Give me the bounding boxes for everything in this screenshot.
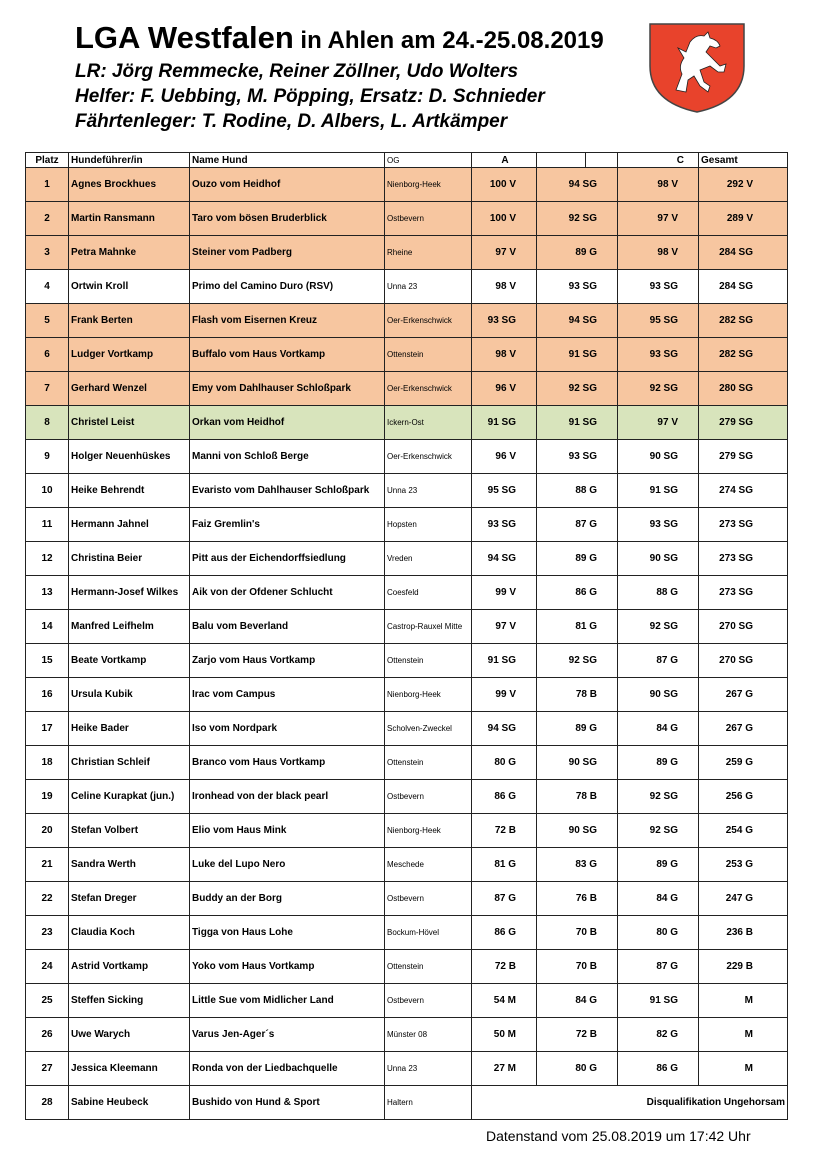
table-row	[26, 950, 788, 984]
cell-dog: Primo del Camino Duro (RSV)	[190, 270, 385, 304]
cell-og: Hopsten	[385, 508, 472, 542]
cell-total: 253 G	[699, 848, 788, 882]
cell-score-c: 93 SG	[618, 508, 699, 542]
cell-total: 273 SG	[699, 576, 788, 610]
cell-score-b: 92 SG	[537, 644, 618, 678]
cell-og: Scholven-Zweckel	[385, 712, 472, 746]
cell-score-c: 98 V	[618, 168, 699, 202]
cell-score-b: 88 G	[537, 474, 618, 508]
cell-score-c: 90 SG	[618, 678, 699, 712]
header-b	[537, 153, 586, 168]
cell-platz: 15	[26, 644, 69, 678]
cell-score-b: 92 SG	[537, 372, 618, 406]
cell-dog: Ronda von der Liedbachquelle	[190, 1052, 385, 1086]
cell-score-b: 89 G	[537, 542, 618, 576]
cell-platz: 19	[26, 780, 69, 814]
table-header-row	[26, 153, 788, 168]
cell-score-b: 91 SG	[537, 406, 618, 440]
cell-og: Oer-Erkenschwick	[385, 304, 472, 338]
cell-score-b: 91 SG	[537, 338, 618, 372]
cell-og: Ottenstein	[385, 746, 472, 780]
cell-platz: 4	[26, 270, 69, 304]
cell-og: Castrop-Rauxel Mitte	[385, 610, 472, 644]
table-row	[26, 372, 788, 406]
cell-score-a: 100 V	[472, 168, 537, 202]
cell-score-a: 86 G	[472, 780, 537, 814]
header-b-extra	[586, 153, 618, 168]
cell-platz: 21	[26, 848, 69, 882]
cell-score-b: 93 SG	[537, 440, 618, 474]
cell-score-c: 87 G	[618, 644, 699, 678]
cell-total: 236 B	[699, 916, 788, 950]
cell-score-b: 76 B	[537, 882, 618, 916]
cell-score-c: 84 G	[618, 882, 699, 916]
cell-platz: 18	[26, 746, 69, 780]
cell-platz: 2	[26, 202, 69, 236]
table-row	[26, 576, 788, 610]
cell-score-c: 91 SG	[618, 984, 699, 1018]
cell-handler: Holger Neuenhüskes	[69, 440, 190, 474]
header-a: A	[472, 153, 537, 168]
table-row	[26, 270, 788, 304]
table-row	[26, 746, 788, 780]
cell-handler: Ursula Kubik	[69, 678, 190, 712]
header-dog: Name Hund	[190, 153, 385, 168]
cell-og: Nienborg-Heek	[385, 168, 472, 202]
cell-handler: Christel Leist	[69, 406, 190, 440]
table-row	[26, 814, 788, 848]
cell-total: M	[699, 1018, 788, 1052]
cell-dog: Yoko vom Haus Vortkamp	[190, 950, 385, 984]
cell-handler: Stefan Dreger	[69, 882, 190, 916]
title-main: LGA Westfalen	[75, 20, 294, 55]
cell-total: 267 G	[699, 712, 788, 746]
cell-score-c: 92 SG	[618, 610, 699, 644]
judges-line: LR: Jörg Remmecke, Reiner Zöllner, Udo Wolters	[75, 61, 519, 82]
cell-total: 270 SG	[699, 610, 788, 644]
table-row	[26, 304, 788, 338]
cell-score-b: 89 G	[537, 712, 618, 746]
table-row	[26, 678, 788, 712]
table-row	[26, 644, 788, 678]
header-platz: Platz	[26, 153, 69, 168]
cell-handler: Stefan Volbert	[69, 814, 190, 848]
cell-score-a: 86 G	[472, 916, 537, 950]
cell-score-a: 93 SG	[472, 304, 537, 338]
cell-platz: 10	[26, 474, 69, 508]
cell-og: Münster 08	[385, 1018, 472, 1052]
cell-platz: 24	[26, 950, 69, 984]
table-row	[26, 1018, 788, 1052]
cell-handler: Steffen Sicking	[69, 984, 190, 1018]
cell-total: 279 SG	[699, 406, 788, 440]
cell-score-c: 97 V	[618, 202, 699, 236]
cell-score-b: 92 SG	[537, 202, 618, 236]
table-row	[26, 848, 788, 882]
header-handler: Hundeführer/in	[69, 153, 190, 168]
cell-handler: Frank Berten	[69, 304, 190, 338]
cell-dog: Faiz Gremlin's	[190, 508, 385, 542]
cell-platz: 27	[26, 1052, 69, 1086]
cell-score-c: 87 G	[618, 950, 699, 984]
cell-handler: Heike Bader	[69, 712, 190, 746]
cell-handler: Sandra Werth	[69, 848, 190, 882]
cell-score-b: 93 SG	[537, 270, 618, 304]
cell-og: Ostbevern	[385, 882, 472, 916]
cell-platz: 11	[26, 508, 69, 542]
cell-total: 254 G	[699, 814, 788, 848]
title-suffix: in Ahlen am 24.-25.08.2019	[293, 27, 604, 54]
cell-score-b: 81 G	[537, 610, 618, 644]
cell-score-a: 94 SG	[472, 542, 537, 576]
helpers-line: Helfer: F. Uebbing, M. Pöpping, Ersatz: D. Schnieder	[75, 86, 545, 107]
cell-dog: Evaristo vom Dahlhauser Schloßpark	[190, 474, 385, 508]
cell-score-c: 97 V	[618, 406, 699, 440]
cell-platz: 5	[26, 304, 69, 338]
cell-handler: Claudia Koch	[69, 916, 190, 950]
cell-score-a: 97 V	[472, 610, 537, 644]
cell-dog: Ouzo vom Heidhof	[190, 168, 385, 202]
cell-score-a: 91 SG	[472, 406, 537, 440]
cell-score-a: 100 V	[472, 202, 537, 236]
cell-score-c: 90 SG	[618, 542, 699, 576]
cell-total: 284 SG	[699, 270, 788, 304]
cell-score-c: 90 SG	[618, 440, 699, 474]
cell-platz: 3	[26, 236, 69, 270]
cell-og: Meschede	[385, 848, 472, 882]
cell-total: 282 SG	[699, 304, 788, 338]
tracklayers-line: Fährtenleger: T. Rodine, D. Albers, L. Artkämper	[75, 111, 508, 132]
cell-score-c: 91 SG	[618, 474, 699, 508]
cell-dog: Iso vom Nordpark	[190, 712, 385, 746]
cell-score-a: 80 G	[472, 746, 537, 780]
cell-total: 284 SG	[699, 236, 788, 270]
cell-score-c: 93 SG	[618, 270, 699, 304]
cell-handler: Ortwin Kroll	[69, 270, 190, 304]
cell-score-c: 93 SG	[618, 338, 699, 372]
cell-dog: Luke del Lupo Nero	[190, 848, 385, 882]
cell-dog: Little Sue vom Midlicher Land	[190, 984, 385, 1018]
cell-handler: Martin Ransmann	[69, 202, 190, 236]
cell-score-a: 99 V	[472, 576, 537, 610]
table-row	[26, 508, 788, 542]
cell-score-a: 27 M	[472, 1052, 537, 1086]
table-row	[26, 712, 788, 746]
cell-dog: Elio vom Haus Mink	[190, 814, 385, 848]
cell-dog: Ironhead von der black pearl	[190, 780, 385, 814]
cell-score-c: 89 G	[618, 746, 699, 780]
cell-disqualification: Disqualifikation Ungehorsam	[472, 1086, 788, 1120]
cell-handler: Uwe Warych	[69, 1018, 190, 1052]
header-gesamt: Gesamt	[699, 153, 788, 168]
cell-platz: 7	[26, 372, 69, 406]
cell-og: Ottenstein	[385, 338, 472, 372]
cell-dog: Pitt aus der Eichendorffsiedlung	[190, 542, 385, 576]
cell-dog: Emy vom Dahlhauser Schloßpark	[190, 372, 385, 406]
cell-og: Nienborg-Heek	[385, 814, 472, 848]
cell-total: 292 V	[699, 168, 788, 202]
cell-score-b: 94 SG	[537, 304, 618, 338]
cell-score-a: 54 M	[472, 984, 537, 1018]
cell-og: Ickern-Ost	[385, 406, 472, 440]
cell-score-b: 80 G	[537, 1052, 618, 1086]
cell-score-a: 98 V	[472, 338, 537, 372]
cell-total: 256 G	[699, 780, 788, 814]
table-row	[26, 406, 788, 440]
cell-handler: Heike Behrendt	[69, 474, 190, 508]
cell-platz: 28	[26, 1086, 69, 1120]
cell-og: Ottenstein	[385, 950, 472, 984]
cell-handler: Manfred Leifhelm	[69, 610, 190, 644]
cell-score-b: 70 B	[537, 916, 618, 950]
cell-handler: Gerhard Wenzel	[69, 372, 190, 406]
cell-score-a: 50 M	[472, 1018, 537, 1052]
data-timestamp: Datenstand vom 25.08.2019 um 17:42 Uhr	[486, 1128, 751, 1144]
westfalen-horse-shield-icon	[648, 20, 746, 114]
cell-og: Haltern	[385, 1086, 472, 1120]
cell-score-b: 83 G	[537, 848, 618, 882]
cell-score-b: 78 B	[537, 780, 618, 814]
cell-score-b: 89 G	[537, 236, 618, 270]
cell-dog: Orkan vom Heidhof	[190, 406, 385, 440]
cell-handler: Ludger Vortkamp	[69, 338, 190, 372]
table-row	[26, 1086, 788, 1120]
cell-total: 274 SG	[699, 474, 788, 508]
cell-total: 273 SG	[699, 542, 788, 576]
cell-dog: Tigga von Haus Lohe	[190, 916, 385, 950]
cell-og: Ostbevern	[385, 984, 472, 1018]
cell-handler: Christian Schleif	[69, 746, 190, 780]
cell-handler: Hermann-Josef Wilkes	[69, 576, 190, 610]
cell-score-a: 81 G	[472, 848, 537, 882]
table-row	[26, 202, 788, 236]
cell-platz: 23	[26, 916, 69, 950]
table-row	[26, 882, 788, 916]
cell-score-a: 96 V	[472, 440, 537, 474]
cell-total: 289 V	[699, 202, 788, 236]
table-row	[26, 542, 788, 576]
cell-total: 229 B	[699, 950, 788, 984]
cell-score-b: 86 G	[537, 576, 618, 610]
cell-dog: Buffalo vom Haus Vortkamp	[190, 338, 385, 372]
table-row	[26, 916, 788, 950]
cell-score-c: 86 G	[618, 1052, 699, 1086]
cell-dog: Zarjo vom Haus Vortkamp	[190, 644, 385, 678]
cell-total: 279 SG	[699, 440, 788, 474]
cell-og: Oer-Erkenschwick	[385, 440, 472, 474]
cell-handler: Agnes Brockhues	[69, 168, 190, 202]
cell-platz: 20	[26, 814, 69, 848]
cell-platz: 12	[26, 542, 69, 576]
cell-score-c: 84 G	[618, 712, 699, 746]
cell-total: 259 G	[699, 746, 788, 780]
cell-og: Ostbevern	[385, 202, 472, 236]
cell-handler: Petra Mahnke	[69, 236, 190, 270]
cell-platz: 9	[26, 440, 69, 474]
table-row	[26, 236, 788, 270]
cell-score-c: 80 G	[618, 916, 699, 950]
cell-dog: Branco vom Haus Vortkamp	[190, 746, 385, 780]
cell-platz: 17	[26, 712, 69, 746]
cell-dog: Varus Jen-Ager´s	[190, 1018, 385, 1052]
cell-score-c: 92 SG	[618, 780, 699, 814]
cell-handler: Christina Beier	[69, 542, 190, 576]
cell-score-b: 87 G	[537, 508, 618, 542]
cell-og: Coesfeld	[385, 576, 472, 610]
cell-score-b: 90 SG	[537, 814, 618, 848]
cell-score-b: 70 B	[537, 950, 618, 984]
cell-score-c: 82 G	[618, 1018, 699, 1052]
cell-dog: Bushido von Hund & Sport	[190, 1086, 385, 1120]
cell-dog: Balu vom Beverland	[190, 610, 385, 644]
cell-dog: Buddy an der Borg	[190, 882, 385, 916]
page-title	[75, 20, 604, 56]
cell-score-c: 88 G	[618, 576, 699, 610]
cell-handler: Jessica Kleemann	[69, 1052, 190, 1086]
cell-score-a: 93 SG	[472, 508, 537, 542]
cell-dog: Steiner vom Padberg	[190, 236, 385, 270]
cell-score-b: 72 B	[537, 1018, 618, 1052]
cell-handler: Hermann Jahnel	[69, 508, 190, 542]
header-c: C	[618, 153, 699, 168]
cell-platz: 13	[26, 576, 69, 610]
cell-platz: 26	[26, 1018, 69, 1052]
cell-score-a: 72 B	[472, 814, 537, 848]
cell-score-b: 94 SG	[537, 168, 618, 202]
cell-total: 280 SG	[699, 372, 788, 406]
cell-handler: Celine Kurapkat (jun.)	[69, 780, 190, 814]
cell-score-a: 95 SG	[472, 474, 537, 508]
cell-platz: 1	[26, 168, 69, 202]
cell-platz: 25	[26, 984, 69, 1018]
cell-handler: Beate Vortkamp	[69, 644, 190, 678]
cell-score-a: 72 B	[472, 950, 537, 984]
cell-total: 273 SG	[699, 508, 788, 542]
cell-og: Bockum-Hövel	[385, 916, 472, 950]
cell-score-c: 98 V	[618, 236, 699, 270]
cell-score-a: 98 V	[472, 270, 537, 304]
cell-score-a: 94 SG	[472, 712, 537, 746]
cell-og: Unna 23	[385, 270, 472, 304]
table-row	[26, 168, 788, 202]
cell-total: 270 SG	[699, 644, 788, 678]
cell-score-a: 99 V	[472, 678, 537, 712]
table-row	[26, 610, 788, 644]
cell-dog: Aik von der Ofdener Schlucht	[190, 576, 385, 610]
cell-platz: 22	[26, 882, 69, 916]
results-table	[25, 152, 788, 1120]
cell-dog: Manni von Schloß Berge	[190, 440, 385, 474]
cell-score-b: 84 G	[537, 984, 618, 1018]
cell-total: 282 SG	[699, 338, 788, 372]
cell-score-c: 92 SG	[618, 372, 699, 406]
cell-dog: Flash vom Eisernen Kreuz	[190, 304, 385, 338]
cell-og: Unna 23	[385, 1052, 472, 1086]
cell-handler: Sabine Heubeck	[69, 1086, 190, 1120]
cell-platz: 6	[26, 338, 69, 372]
cell-score-c: 95 SG	[618, 304, 699, 338]
cell-score-c: 89 G	[618, 848, 699, 882]
cell-total: 247 G	[699, 882, 788, 916]
cell-handler: Astrid Vortkamp	[69, 950, 190, 984]
cell-og: Vreden	[385, 542, 472, 576]
cell-platz: 14	[26, 610, 69, 644]
cell-score-a: 97 V	[472, 236, 537, 270]
cell-total: 267 G	[699, 678, 788, 712]
cell-og: Nienborg-Heek	[385, 678, 472, 712]
table-row	[26, 984, 788, 1018]
cell-score-b: 78 B	[537, 678, 618, 712]
cell-og: Ostbevern	[385, 780, 472, 814]
cell-og: Rheine	[385, 236, 472, 270]
table-row	[26, 1052, 788, 1086]
cell-dog: Irac vom Campus	[190, 678, 385, 712]
cell-score-a: 87 G	[472, 882, 537, 916]
cell-platz: 16	[26, 678, 69, 712]
table-row	[26, 440, 788, 474]
cell-score-b: 90 SG	[537, 746, 618, 780]
table-row	[26, 780, 788, 814]
cell-score-c: 92 SG	[618, 814, 699, 848]
table-row	[26, 338, 788, 372]
cell-platz: 8	[26, 406, 69, 440]
table-row	[26, 474, 788, 508]
cell-og: Ottenstein	[385, 644, 472, 678]
cell-score-a: 96 V	[472, 372, 537, 406]
cell-dog: Taro vom bösen Bruderblick	[190, 202, 385, 236]
cell-total: M	[699, 984, 788, 1018]
cell-score-a: 91 SG	[472, 644, 537, 678]
header-og: OG	[385, 153, 472, 168]
cell-og: Oer-Erkenschwick	[385, 372, 472, 406]
cell-og: Unna 23	[385, 474, 472, 508]
cell-total: M	[699, 1052, 788, 1086]
